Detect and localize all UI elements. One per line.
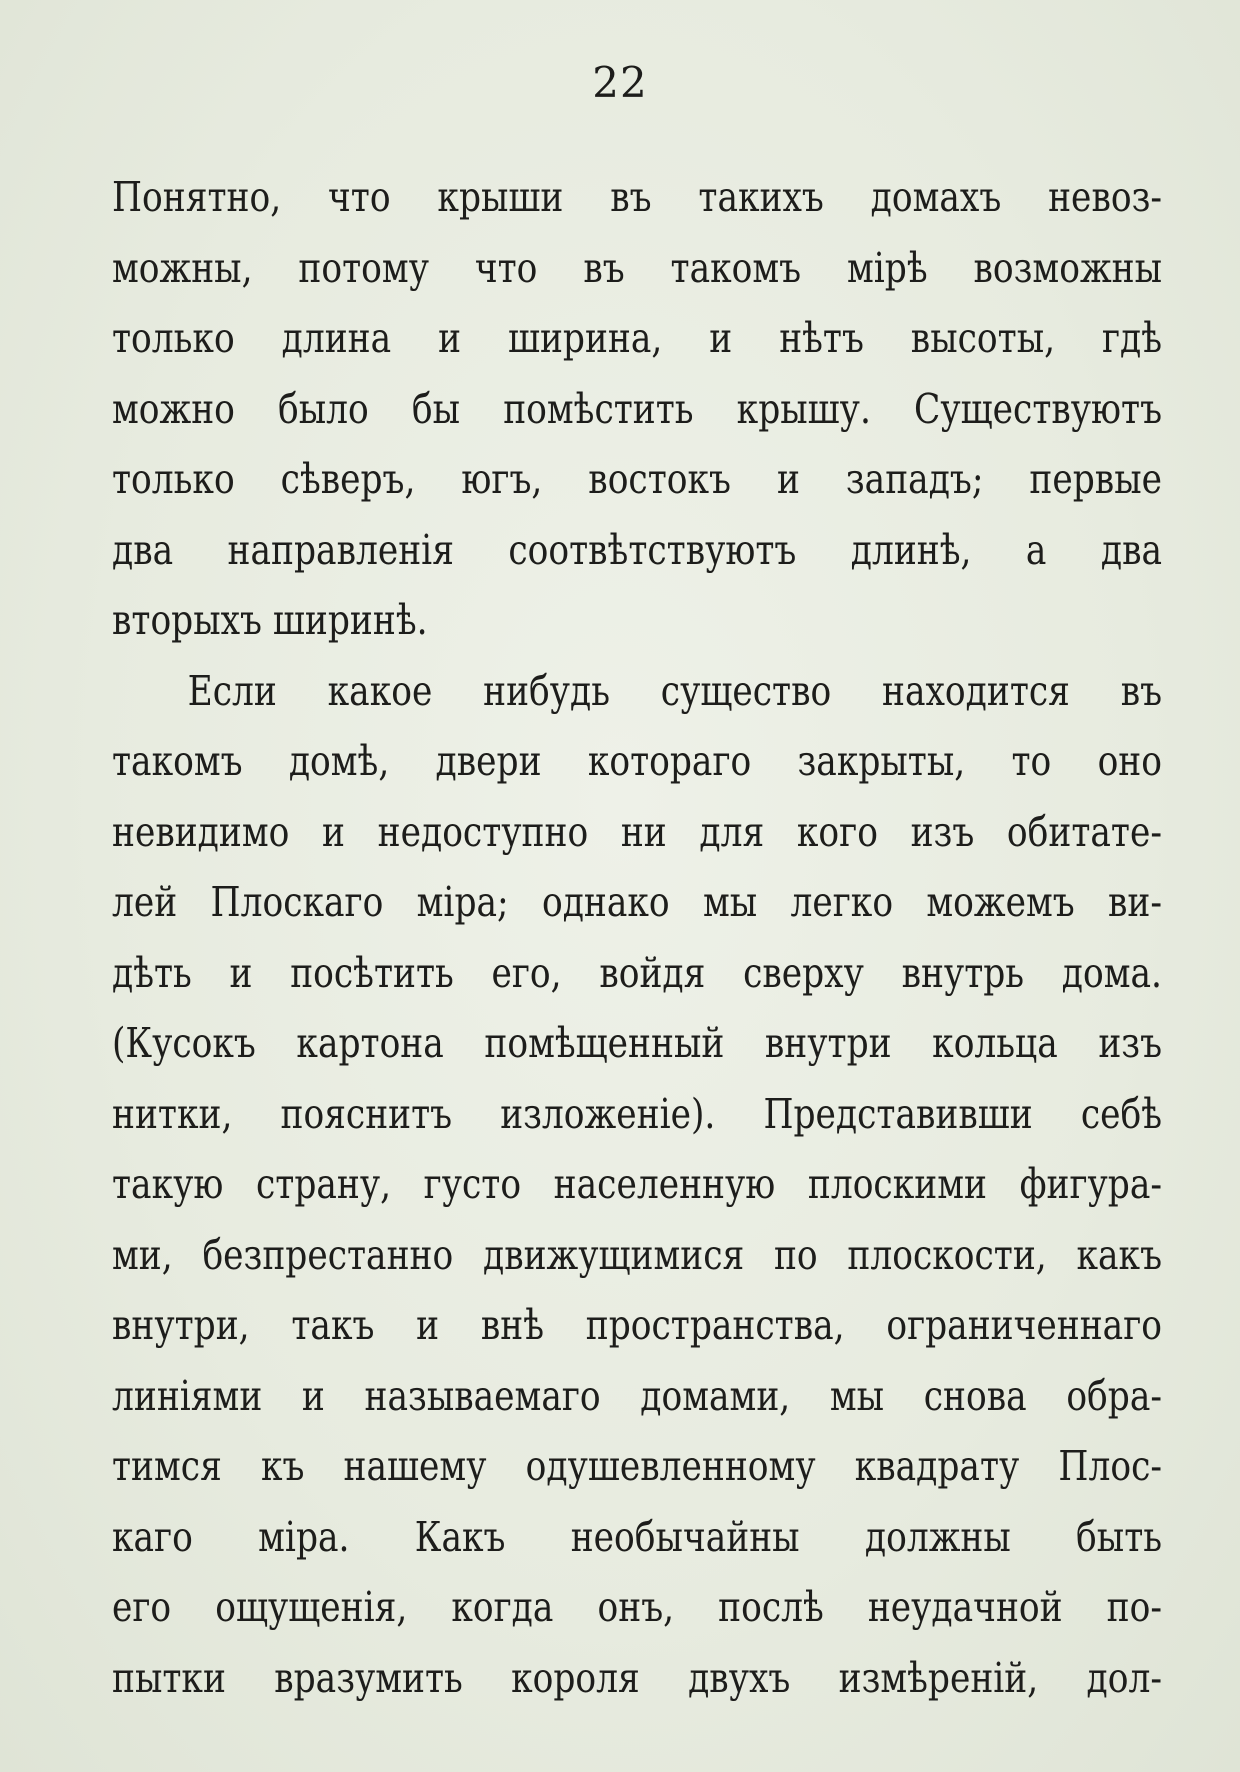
text-line: линіями и называемаго домами, мы снова обра-	[112, 1371, 1162, 1420]
text-line: Если какое нибудь существо находится въ	[187, 666, 1163, 715]
text-line: дѣть и посѣтить его, войдя сверху внутрь дома.	[112, 948, 1162, 997]
text-line: его ощущенія, когда онъ, послѣ неудачной по-	[112, 1583, 1162, 1631]
text-line: вторыхъ ширинѣ.	[112, 596, 428, 644]
text-line: только сѣверъ, югъ, востокъ и западъ; первые	[112, 455, 1162, 503]
text-line: два направленія соотвѣтствуютъ длинѣ, а два	[112, 525, 1162, 574]
text-line: тимся къ нашему одушевленному квадрату Плос-	[112, 1442, 1162, 1490]
text-line: Понятно, что крыши въ такихъ домахъ невоз-	[112, 173, 1162, 221]
text-line: такую страну, густо населенную плоскими фигура-	[112, 1160, 1162, 1208]
paragraph-1	[112, 162, 1162, 656]
text-line: только длина и ширина, и нѣтъ высоты, гдѣ	[112, 314, 1162, 362]
text-line: можно было бы помѣстить крышу. Существуютъ	[112, 384, 1162, 433]
text-line: каго міра. Какъ необычайны должны быть	[112, 1512, 1162, 1561]
text-line: лей Плоскаго міра; однако мы легко можемъ ви-	[112, 878, 1162, 926]
text-line: ми, безпрестанно движущимися по плоскости, какъ	[112, 1230, 1162, 1279]
text-line: пытки вразумить короля двухъ измѣреній, дол-	[112, 1653, 1162, 1702]
text-line: (Кусокъ картона помѣщенный внутри кольца изъ	[112, 1019, 1162, 1067]
text-line: можны, потому что въ такомъ мірѣ возможны	[112, 243, 1162, 292]
text-line: невидимо и недоступно ни для кого изъ обитате-	[112, 807, 1162, 856]
page-number: 22	[592, 58, 648, 107]
paragraph-2	[112, 656, 1162, 1714]
text-line: такомъ домѣ, двери котораго закрыты, то оно	[112, 737, 1162, 785]
body-text	[112, 162, 1162, 1713]
text-line: внутри, такъ и внѣ пространства, ограниченнаго	[112, 1301, 1162, 1349]
text-line: нитки, пояснитъ изложеніе). Представивши себѣ	[112, 1089, 1162, 1138]
